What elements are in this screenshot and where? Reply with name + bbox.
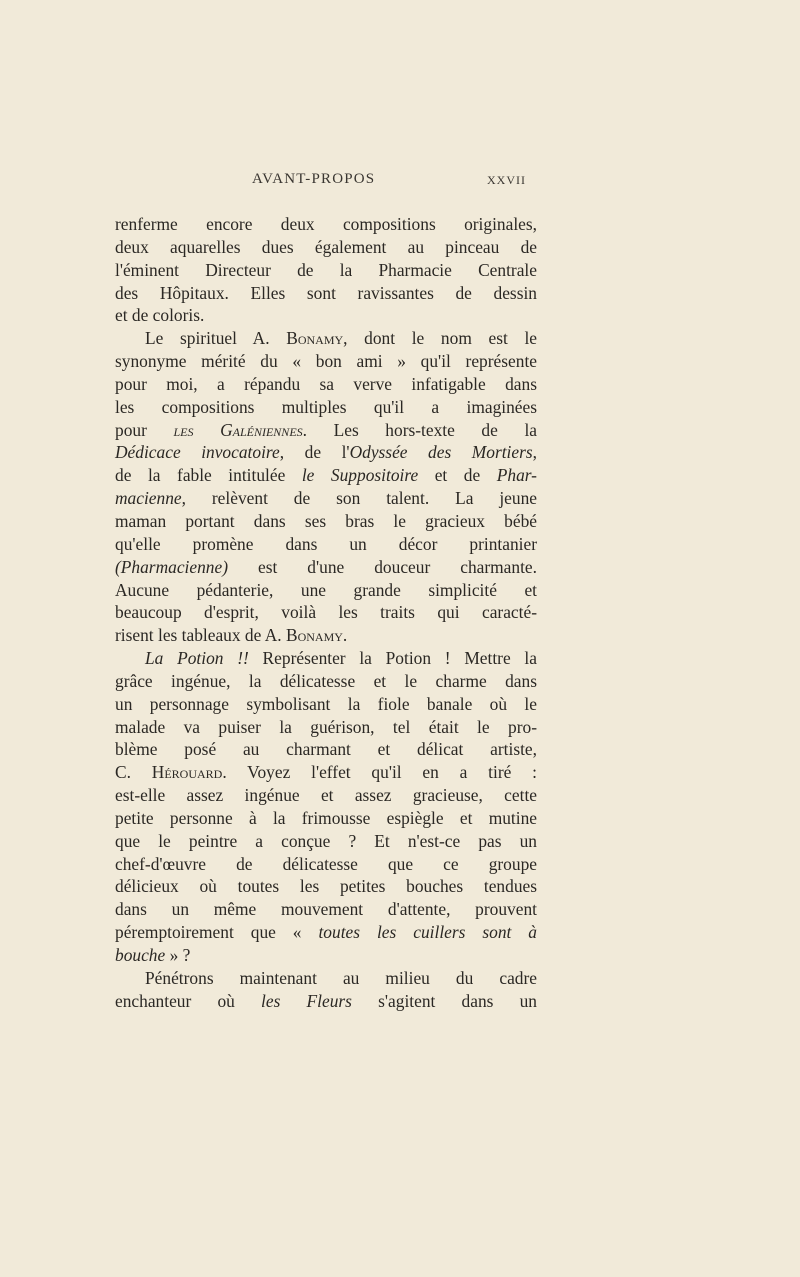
text-segment: renferme encore deux compositions originales,: [115, 214, 537, 234]
text-segment: Bonamy: [286, 328, 344, 349]
text-line: [115, 579, 537, 602]
text-segment: petite personne à la frimousse espiègle et mutine: [115, 807, 537, 828]
text-segment: dans un même mouvement d'attente, prouvent: [115, 899, 537, 920]
text-line: [115, 738, 537, 761]
text-line: [115, 510, 537, 533]
text-line: [115, 419, 537, 442]
text-segment: pour: [115, 419, 174, 440]
text-line: [115, 921, 537, 944]
text-line: [115, 647, 537, 670]
text-line: [115, 784, 537, 807]
text-line: [115, 441, 537, 464]
text-line: [115, 990, 537, 1013]
text-segment: péremptoirement que «: [115, 922, 319, 943]
text-line: [115, 967, 537, 990]
text-segment: Représenter la Potion ! Mettre la: [248, 648, 537, 669]
text-line: [115, 556, 537, 579]
running-head-title: AVANT-PROPOS: [252, 171, 376, 187]
text-segment: Dédicace invocatoire: [115, 442, 280, 463]
text-segment: , relèvent de son talent. La jeune: [181, 488, 537, 509]
text-segment: grâce ingénue, la délicatesse et le charme dans: [115, 670, 537, 691]
text-line: [115, 373, 537, 396]
text-segment: ,: [532, 442, 537, 463]
text-segment: (Pharmacienne): [115, 556, 228, 577]
text-line: [115, 875, 537, 898]
text-line: [115, 259, 537, 282]
text-line: [115, 807, 537, 830]
text-line: [115, 670, 537, 693]
text-segment: Le spirituel A.: [145, 328, 287, 349]
text-line: [115, 236, 537, 259]
text-segment: deux aquarelles dues également au pinceau de: [115, 236, 537, 257]
text-segment: Hérouard: [151, 762, 223, 783]
running-head: [0, 171, 800, 195]
text-segment: La Potion !!: [145, 648, 249, 669]
text-segment: , dont le nom est le: [343, 328, 538, 349]
text-line: [115, 898, 537, 921]
text-segment: .: [342, 625, 348, 646]
text-line: [115, 533, 537, 556]
text-line: [115, 944, 537, 967]
text-segment: » ?: [165, 945, 191, 965]
text-segment: chef-d'œuvre de délicatesse que ce groupe: [115, 853, 537, 874]
page-number: XXVII: [487, 173, 526, 187]
body-text: [115, 213, 537, 1013]
text-line: [115, 327, 537, 350]
text-segment: toutes les cuillers sont à: [318, 922, 537, 943]
text-segment: , de l': [279, 442, 350, 463]
text-segment: est-elle assez ingénue et assez gracieuse, cette: [115, 785, 537, 806]
text-segment: et de: [418, 465, 497, 486]
text-line: [115, 693, 537, 716]
text-segment: risent les tableaux de A.: [115, 625, 286, 646]
text-segment: beaucoup d'esprit, voilà les traits qui caracté-: [115, 602, 537, 623]
text-segment: enchanteur où: [115, 990, 262, 1011]
text-segment: des Hôpitaux. Elles sont ravissantes de dessin: [115, 282, 537, 303]
text-segment: est d'une douceur charmante.: [228, 556, 537, 577]
text-line: [115, 396, 537, 419]
text-segment: les compositions multiples qu'il a imaginées: [115, 396, 537, 417]
text-segment: que le peintre a conçue ? Et n'est-ce pas un: [115, 830, 537, 851]
text-segment: bouche: [115, 945, 166, 965]
text-segment: . Voyez l'effet qu'il en a tiré :: [222, 762, 537, 783]
text-segment: blème posé au charmant et délicat artiste,: [115, 739, 537, 760]
text-segment: s'agitent dans un: [351, 990, 537, 1011]
text-segment: les Galéniennes: [173, 419, 303, 440]
text-segment: synonyme mérité du « bon ami » qu'il représente: [115, 351, 537, 372]
text-line: [115, 761, 537, 784]
text-segment: Bonamy: [285, 625, 343, 646]
text-segment: Pénétrons maintenant au milieu du cadre: [145, 967, 537, 988]
text-segment: pour moi, a répandu sa verve infatigable dans: [115, 373, 537, 394]
text-line: [115, 487, 537, 510]
text-segment: malade va puiser la guérison, tel était le pro-: [115, 716, 537, 737]
text-segment: C.: [115, 762, 152, 783]
text-line: [115, 716, 537, 739]
text-line: [115, 624, 537, 647]
text-segment: l'éminent Directeur de la Pharmacie Centrale: [115, 259, 537, 280]
text-segment: et de coloris.: [115, 305, 205, 326]
text-segment: Odyssée des Mortiers: [349, 442, 533, 463]
text-segment: de la fable intitulée: [115, 465, 302, 486]
text-line: [115, 464, 537, 487]
text-segment: macienne: [115, 488, 182, 509]
text-line: [115, 350, 537, 373]
text-line: [115, 304, 537, 327]
text-line: [115, 601, 537, 624]
text-line: [115, 213, 537, 236]
text-line: [115, 830, 537, 853]
text-segment: les Fleurs: [261, 990, 352, 1011]
text-segment: le Suppositoire: [301, 465, 419, 486]
text-segment: maman portant dans ses bras le gracieux bébé: [115, 510, 537, 531]
text-segment: . Les hors-texte de la: [302, 419, 537, 440]
text-segment: Aucune pédanterie, une grande simplicité et: [115, 579, 537, 600]
text-line: [115, 853, 537, 876]
text-segment: délicieux où toutes les petites bouches tendues: [115, 876, 537, 897]
text-line: [115, 282, 537, 305]
text-segment: un personnage symbolisant la fiole banale où le: [115, 693, 537, 714]
text-segment: Phar-: [496, 465, 537, 486]
text-segment: qu'elle promène dans un décor printanier: [115, 533, 537, 554]
